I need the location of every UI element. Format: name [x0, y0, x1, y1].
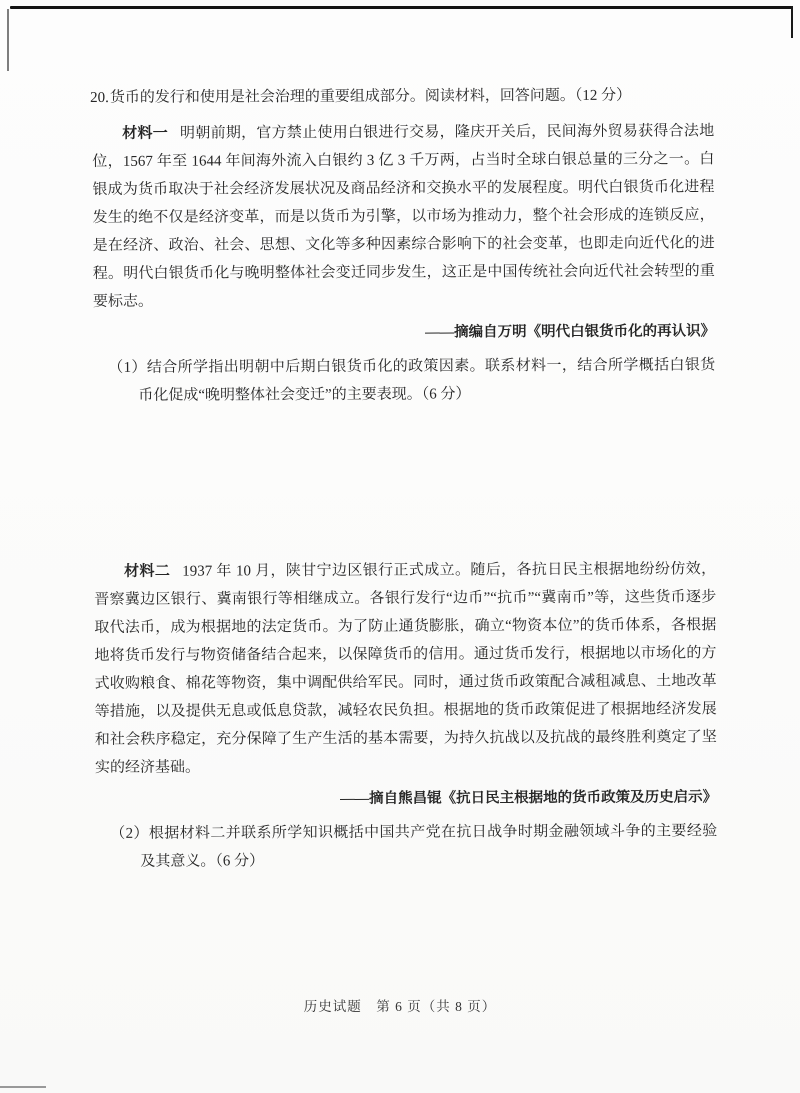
- question-2: （2）根据材料二并联系所学知识概括中国共产党在抗日战争时期金融领域斗争的主要经验及其意义。（6 分）: [110, 823, 718, 870]
- question-20-intro-text: 货币的发行和使用是社会治理的重要组成部分。阅读材料，回答问题。（12 分）: [109, 87, 632, 106]
- question-1: （1）结合所学指出明朝中后期白银货币化的政策因素。联系材料一，结合所学概括白银货币化促成“晚明整体社会变迁”的主要表现。（6 分）: [108, 357, 716, 404]
- page-footer: 历史试题 第 6 页（共 8 页）: [303, 999, 497, 1014]
- scan-artifact-bottom-edge: [0, 1086, 46, 1088]
- scan-artifact-top-line: [10, 6, 792, 9]
- material-2-label: 材料二: [124, 563, 171, 580]
- material-1-text: 明朝前期，官方禁止使用白银进行交易，隆庆开关后，民间海外贸易获得合法地位，1567 年至 1644 年间海外流入白银约 3 亿 3 千万两，占当时全球白银总量的三分之一。白银成为货币取决于社会经济发展状况及商品经济和交换水平的发展程度。明代白银货币化进程发生的绝不仅是经济变革，而是以货币为引擎，以市场为推动力，整个社会形成的连锁反应，是在经济、政治、社会、思想、文化等多种因素综合影响下的社会变革，也即走向近代化的进程。明代白银货币化与晚明整体社会变迁同步发生，这正是中国传统社会向近代社会转型的重要标志。: [92, 123, 715, 310]
- material-1-label: 材料一: [122, 125, 169, 142]
- question-20: [90, 81, 714, 112]
- material-2-paragraph: [94, 555, 717, 782]
- scan-artifact-left-edge: [7, 9, 9, 71]
- material-1-paragraph: [92, 117, 715, 316]
- material-1-source: ——摘编自万明《明代白银货币化的再认识》: [425, 323, 716, 341]
- material-2-text: 1937 年 10 月，陕甘宁边区银行正式成立。随后，各抗日民主根据地纷纷仿效，晋察冀边区银行、冀南银行等相继成立。各银行发行“边币”“抗币”“冀南币”等，这些货币逐步取代法币，成为根据地的法定货币。为了防止通货膨胀，确立“物资本位”的货币体系，各根据地将货币发行与物资储备结合起来，以保障货币的信用。通过货币发行，根据地以市场化的方式收购粮食、棉花等物资，集中调配供给军民。同时，通过货币政策配合减租减息、土地改革等措施，以及提供无息或低息贷款，减轻农民负担。根据地的货币政策促进了根据地经济发展和社会秩序稳定，充分保障了生产生活的基本需要，为持久抗战以及抗战的最终胜利奠定了坚实的经济基础。: [94, 561, 717, 776]
- question-20-number: 20.: [90, 89, 109, 107]
- material-2-source: ——摘自熊昌锟《抗日民主根据地的货币政策及历史启示》: [340, 789, 718, 807]
- answer-space-blank: [93, 407, 716, 550]
- page-content: [92, 81, 717, 876]
- scan-artifact-right-edge: [791, 6, 793, 38]
